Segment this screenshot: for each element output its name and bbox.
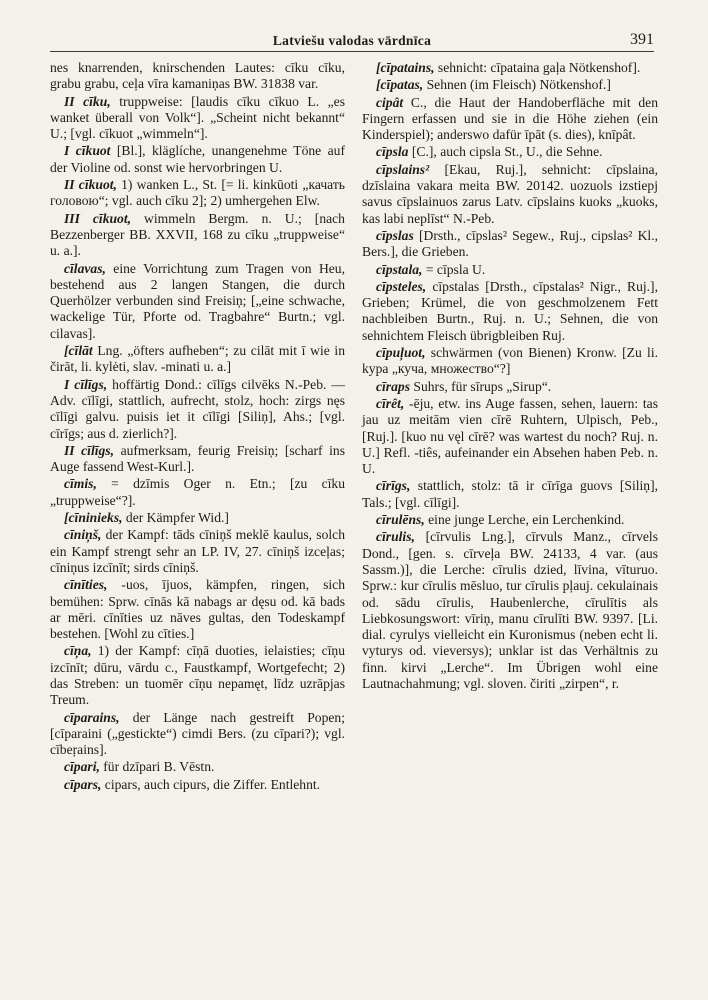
entry-definition: cīpstalas [Drsth., cīpstalas² Nigr., Ruj.], Grieben; Krümel, die von geschmolzenem Fett nachbleiben Burtn., Ruj. n. U.; Sehnen, die von sehnichtem Fleisch übrigbleiben Ruj.	[362, 278, 658, 343]
running-title: Latviešu valodas vārdnīca	[272, 33, 432, 48]
entry-headword: cīpuļuot,	[376, 345, 426, 361]
page-number: 391	[630, 31, 654, 48]
entry-headword: [cīpatains,	[376, 60, 435, 75]
dictionary-entry	[362, 529, 658, 692]
dictionary-entry	[50, 343, 345, 376]
dictionary-entry	[362, 379, 658, 395]
entry-headword: cīraps	[376, 378, 410, 394]
entry-definition: Suhrs, für sīrups „Sirup“.	[409, 378, 552, 394]
dictionary-entry	[362, 162, 658, 227]
entry-definition: stattlich, stolz: tā ir cīrīga guovs [Siliņ], Tals.; [vgl. cīlīgi].	[362, 478, 658, 510]
entry-definition: truppweise: [laudis cīku cīkuo L. „es wanket überall von Volk“]. „Scheint nicht bekannt“ U.; [vgl. cīkuot „wimmeln“].	[50, 93, 345, 142]
dictionary-entry	[50, 643, 345, 708]
entry-definition: C., die Haut der Handoberfläche mit den Fingern erfassen und sie in die Höhe ziehen (ein Kinderspiel); anderswo dafür īpāt (s. dies), knīpât.	[362, 94, 658, 143]
entry-definition: Sehnen (im Fleisch) Nötkenshof.]	[423, 77, 611, 93]
entry-headword: cīrulēns,	[376, 512, 425, 528]
dictionary-entry	[362, 95, 658, 144]
dictionary-entry	[50, 710, 345, 759]
entry-definition: -uos, ījuos, kämpfen, ringen, sich bemühen: Sprw. cīnās kā nabags ar dęsu od. kā bads ar mēri. cīnīties uz nāves gultas, den Todeskampf bestehen. [Wohl zu cīties.]	[50, 577, 345, 642]
entry-definition: der Kämpfer Wid.]	[122, 510, 229, 526]
entry-headword: II cīkuot,	[64, 177, 117, 193]
dictionary-entry	[362, 279, 658, 344]
entry-headword: [cīpatas,	[376, 77, 424, 93]
dictionary-entry	[362, 77, 658, 93]
entry-headword: [cīlāt	[64, 343, 93, 359]
dictionary-entry	[50, 143, 345, 176]
entry-definition: schwärmen (von Bienen) Kronw. [Zu li. kypa „куча, множество“?]	[362, 345, 658, 377]
entry-headword: cīmis,	[64, 476, 97, 492]
entry-definition: eine junge Lerche, ein Lerchenkind.	[424, 512, 625, 528]
entry-headword: cīņa,	[64, 643, 92, 659]
dictionary-entry	[362, 228, 658, 261]
dictionary-entry	[50, 510, 345, 526]
entry-definition: der Länge nach gestreift Popen; [cīparaini („gestickte“) cimdi Bers. (zu cīpari?); vgl. cībeŗains].	[50, 709, 345, 758]
dictionary-entry	[50, 261, 345, 342]
dictionary-entry	[50, 377, 345, 442]
dictionary-entry	[50, 60, 345, 93]
entry-definition: aufmerksam, feurig Freisiņ; [scharf ins Auge fassend West-Kurl.].	[50, 442, 346, 475]
dictionary-entry	[50, 777, 345, 793]
entry-definition: [C.], auch cipsla St., U., die Sehne.	[408, 144, 603, 160]
entry-headword: cīpstala,	[376, 261, 423, 277]
dictionary-entry	[50, 211, 345, 260]
entry-definition: = cīpsla U.	[422, 261, 486, 277]
entry-headword: III cīkuot,	[64, 210, 132, 226]
right-column	[362, 60, 658, 693]
entry-definition: [Drsth., cīpslas² Segew., Ruj., cipslas² Kl., Bers.], die Grieben.	[362, 227, 658, 260]
entry-headword: cīparains,	[64, 709, 120, 725]
entry-definition: Lng. „öfters aufheben“; zu cilāt mit ī wie in čirāt, li. kylėti, slav. -minati u. a.]	[50, 343, 345, 375]
left-column	[50, 60, 345, 794]
entry-definition: hoffärtig Dond.: cīlīgs cilvēks N.-Peb. — Adv. cīlīgi, stattlich, aufrecht, stolz, hoch: zirgs nęs cīlīgi galvu. puisis iet it cīlīgi [Siliņ], Ahs.; [vgl. cīrīgs; aus d. zierlich?].	[50, 376, 345, 441]
entry-headword: cīlavas,	[64, 260, 106, 276]
entry-headword: II cīlīgs,	[64, 442, 114, 458]
entry-headword: II cīku,	[64, 93, 111, 109]
entry-headword: cīpari,	[64, 759, 100, 775]
dictionary-entry	[50, 759, 345, 775]
entry-definition: der Kampf: tāds cīniņš meklē kaulus, solch ein Kampf strengt sehr an LP. IV, 27. cīniņš izceļas; cīniņus izcīnīt; sirds cīniņš.	[50, 527, 345, 575]
page-header	[50, 31, 654, 52]
entry-definition: wimmeln Bergm. n. U.; [nach Bezzenberger BB. XXVII, 168 zu cīku „truppweise“ u. a.].	[50, 210, 345, 259]
entry-headword: cīpsla	[376, 144, 409, 160]
dictionary-entry	[362, 512, 658, 528]
dictionary-entry	[362, 396, 658, 477]
dictionary-entry	[50, 177, 345, 210]
entry-definition: 1) wanken L., St. [= li. kinkūoti „качать головою“; vgl. auch cīku 2]; 2) umhergehen Elw.	[50, 177, 345, 209]
entry-headword: cīrīgs,	[376, 478, 411, 494]
dictionary-entry	[362, 478, 658, 511]
dictionary-entry	[362, 60, 658, 76]
entry-definition: cipars, auch cipurs, die Ziffer. Entlehnt.	[101, 776, 321, 792]
entry-definition: 1) der Kampf: cīņā duoties, ielaisties; cīņu izcīnīt; dūru, vārdu c., Faustkampf, Wortgefecht; 2) das Streben: un tuomēr cīņu nepamęt, līdz uzrāpjas Treum.	[50, 643, 345, 708]
entry-headword: I cīlīgs,	[64, 376, 108, 392]
dictionary-entry	[50, 577, 345, 642]
entry-definition: eine Vorrichtung zum Tragen von Heu, bestehend aus 2 langen Stangen, die durch Querhölzer verbunden sind Freisiņ; [„eine schwache, wackelige Tür, Pforte od. Tragbahre“ Burtn.; vgl. cilavas].	[50, 260, 345, 341]
dictionary-entry	[50, 476, 345, 509]
entry-definition: -ēju, etw. ins Auge fassen, sehen, lauern: tas jau uz meitām vien cīrē Ruhtern, Ulpisch, Peb., [Ruj.]. [kuo nu vęl cīrē? was wartest du noch? Ruj. n. U.] Refl. -tiês, aufeinander ein Absehen haben Peb. n. U.	[362, 395, 658, 477]
dictionary-entry	[50, 443, 345, 476]
entry-definition: = dzīmis Oger n. Etn.; [zu cīku „truppweise“?].	[50, 476, 345, 508]
dictionary-entry	[50, 94, 345, 143]
entry-headword: cīrêt,	[376, 395, 405, 411]
entry-definition: für dzīpari B. Vēstn.	[99, 759, 215, 775]
entry-headword: cīpars,	[64, 776, 102, 792]
entry-definition: [Ekau, Ruj.], sehnicht: cīpslaina, dzīslaina vakara meita BW. 20142. uozuols izstiepj savus cīpslainuos zarus Latv. cīpslains kuoks „kuoks, kas labi neplīst“ N.-Peb.	[362, 161, 658, 226]
entry-definition: [Bl.], kläglíche, unangenehme Töne auf der Violine od. sonst wie hervorbringen U.	[50, 143, 345, 175]
entry-headword: cipât	[376, 94, 404, 110]
entry-headword: cīniņš,	[64, 527, 102, 543]
entry-headword: cīpslas	[376, 227, 414, 243]
entry-headword: I cīkuot	[64, 143, 111, 159]
entry-definition: sehnicht: cīpataina gaļa Nötkenshof].	[434, 60, 641, 75]
dictionary-entry	[50, 527, 345, 576]
entry-headword: cīpslains²	[376, 161, 430, 177]
entry-definition: nes knarrenden, knirschenden Lautes: cīku cīku, grabu grabu, ceļa vīra kamaniņas BW. 31838 var.	[50, 60, 345, 92]
entry-headword: cīrulis,	[376, 529, 415, 545]
entry-definition: [cīrvulis Lng.], cīrvuls Manz., cīrvels Dond., [gen. s. cīrveļa BW. 24133, 4 var. (aus Sassm.)], die Lerche: cīrulis dzied, līvina, vīturuo. Sprw.: kur cīrulis mēsluo, tur cīrulis pļauj. cekulainais od. sādu cīrulis, Haubenlerche, cīrulītis als Liebkosungswort: vīriņ, manu cīrulīti BW. 9397. [Li. dial. cyrulys vielleicht ein Kuronismus (neben echt li. vyturys od. vieversys); unklar ist das Verhältnis zu finn. kirvi „Lerche“. Im Übrigen wohl eine Lautnachahmung; vgl. sloven. čiriti „zirpen“, r.	[362, 529, 658, 691]
dictionary-entry	[362, 262, 658, 278]
dictionary-entry	[362, 345, 658, 378]
entry-headword: [cīninieks,	[64, 510, 123, 526]
entry-headword: cīpsteles,	[376, 278, 427, 294]
dictionary-entry	[362, 144, 658, 160]
entry-headword: cīnīties,	[64, 577, 108, 593]
